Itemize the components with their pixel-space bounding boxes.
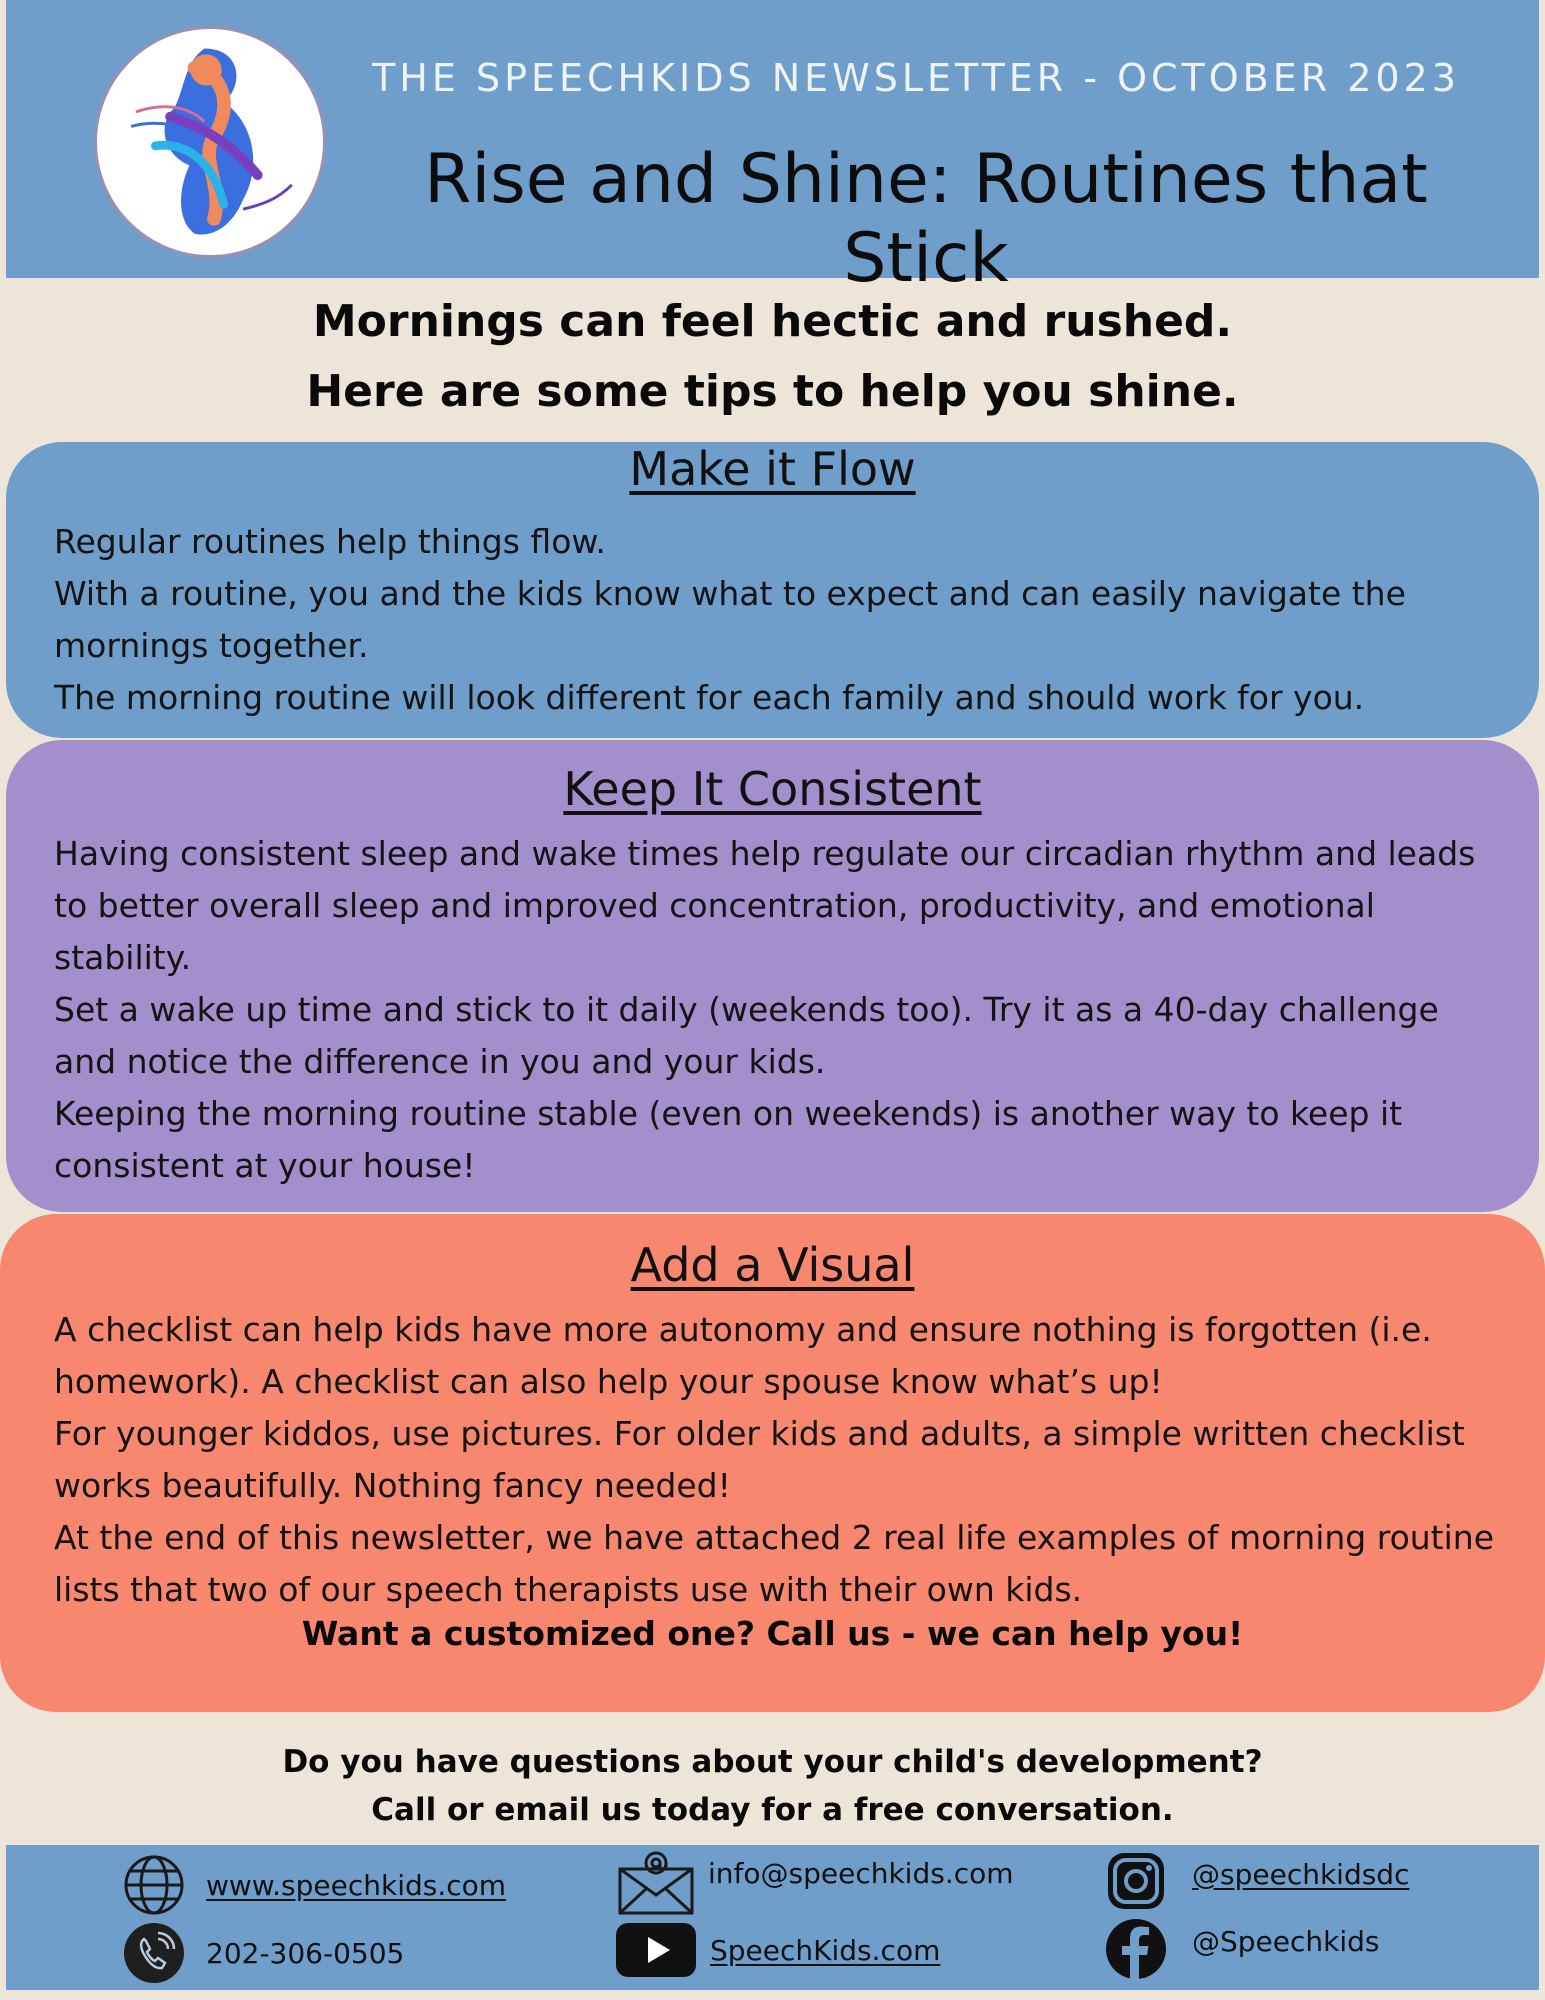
newsletter-title: Rise and Shine: Routines that Stick <box>424 140 1428 298</box>
contact-phone[interactable] <box>122 1921 404 1985</box>
website-link[interactable]: www.speechkids.com <box>206 1868 507 1902</box>
section-paragraph: At the end of this newsletter, we have attached 2 real life examples of morning routine lists that two of our speech therapists use with their own kids. <box>54 1518 1494 1609</box>
phone-icon <box>122 1921 186 1985</box>
instagram-icon <box>1104 1849 1168 1913</box>
intro-line-1: Mornings can feel hectic and rushed. <box>312 296 1233 347</box>
section-paragraph: Having consistent sleep and wake times help regulate our circadian rhythm and leads to better overall sleep and improved concentration, productivity, and emotional stability. <box>54 834 1476 977</box>
section-paragraph: A checklist can help kids have more autonomy and ensure nothing is forgotten (i.e. homework). A checklist can also help your spouse know what’s up! <box>54 1310 1432 1401</box>
section-body <box>54 516 1504 724</box>
facebook-handle[interactable]: @Speechkids <box>1192 1924 1380 1958</box>
call-to-action: Want a customized one? Call us - we can help you! <box>301 1614 1244 1653</box>
contact-youtube[interactable] <box>614 1921 940 1979</box>
youtube-link[interactable]: SpeechKids.com <box>710 1933 941 1967</box>
section-paragraph: Keeping the morning routine stable (even on weekends) is another way to keep it consistent at your house! <box>54 1094 1403 1185</box>
section-paragraph: For younger kiddos, use pictures. For older kids and adults, a simple written checklist works beautifully. Nothing fancy needed! <box>54 1414 1465 1505</box>
instagram-handle[interactable]: @speechkidsdc <box>1192 1857 1410 1891</box>
section-heading: Keep It Consistent <box>563 762 982 816</box>
phone-number[interactable]: 202-306-0505 <box>206 1936 405 1970</box>
section-heading: Make it Flow <box>629 442 916 496</box>
contact-footer <box>6 1845 1539 1990</box>
envelope-icon <box>616 1849 696 1917</box>
contact-facebook[interactable] <box>1104 1917 1380 1981</box>
abstract-figure-logo-icon <box>97 29 323 255</box>
section-paragraph: The morning routine will look different for each family and should work for you. <box>54 678 1365 717</box>
section-add-a-visual <box>0 1214 1545 1712</box>
section-paragraph: With a routine, you and the kids know what to expect and can easily navigate the mornings together. <box>54 574 1406 665</box>
email-address[interactable]: info@speechkids.com <box>708 1856 1014 1890</box>
section-heading: Add a Visual <box>630 1238 915 1292</box>
speechkids-logo <box>94 26 326 258</box>
section-paragraph: Regular routines help things flow. <box>54 522 606 561</box>
footer-question: Do you have questions about your child's development? <box>282 1744 1263 1780</box>
section-keep-it-consistent <box>6 740 1539 1212</box>
contact-instagram[interactable] <box>1104 1849 1409 1913</box>
youtube-icon <box>614 1921 698 1979</box>
contact-website[interactable] <box>122 1853 506 1917</box>
newsletter-header <box>6 0 1539 298</box>
globe-icon <box>122 1853 186 1917</box>
section-body <box>54 828 1504 1192</box>
section-paragraph: Set a wake up time and stick to it daily (weekends too). Try it as a 40-day challenge and notice the difference in you and your kids. <box>54 990 1439 1081</box>
newsletter-kicker: THE SPEECHKIDS NEWSLETTER - OCTOBER 2023 <box>372 56 1460 100</box>
section-make-it-flow <box>6 442 1539 738</box>
footer-invite: Call or email us today for a free conversation. <box>371 1792 1174 1828</box>
contact-email[interactable] <box>616 1849 1014 1917</box>
section-body <box>54 1304 1504 1616</box>
intro-line-2: Here are some tips to help you shine. <box>306 366 1239 417</box>
facebook-icon <box>1104 1917 1168 1981</box>
